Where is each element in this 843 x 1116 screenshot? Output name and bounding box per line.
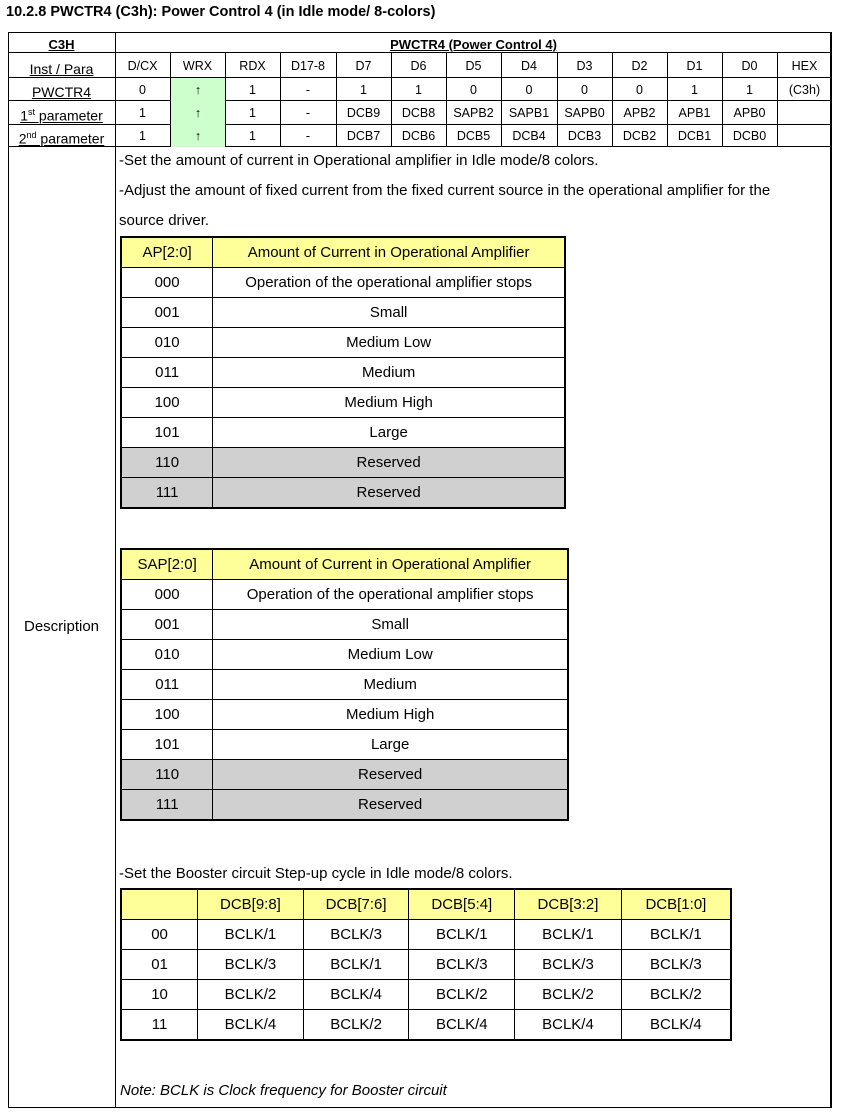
description-line-3: source driver. xyxy=(119,212,210,229)
setting-value: Medium Low xyxy=(213,640,568,670)
wrx-arrow-cell: ↑ xyxy=(171,78,225,101)
bclk-value: BCLK/1 xyxy=(515,920,622,950)
wrx-arrow-cell: ↑ xyxy=(171,101,225,125)
setting-value: Medium Low xyxy=(213,328,565,358)
setting-code: 111 xyxy=(121,790,213,821)
bit-cell: (C3h) xyxy=(788,82,821,97)
setting-code: 101 xyxy=(121,730,213,760)
setting-code: 111 xyxy=(121,478,213,509)
bit-cell: 1 xyxy=(249,82,256,97)
bclk-value: BCLK/1 xyxy=(198,920,304,950)
setting-value: Medium High xyxy=(213,700,568,730)
bit-cell: DCB5 xyxy=(456,129,491,143)
bclk-value: BCLK/4 xyxy=(198,1010,304,1041)
table-header-cell: AP[2:0] xyxy=(121,237,213,268)
setting-value: Medium High xyxy=(213,388,565,418)
table-row xyxy=(121,478,565,509)
description-line-1: -Set the amount of current in Operational amplifier in Idle mode/8 colors. xyxy=(119,152,599,169)
setting-value: Medium xyxy=(213,670,568,700)
column-header: HEX xyxy=(791,58,818,73)
sap-current-table xyxy=(120,548,569,821)
bclk-value: BCLK/1 xyxy=(621,920,731,950)
setting-value: Reserved xyxy=(213,448,565,478)
setting-code: 011 xyxy=(121,670,213,700)
table-row xyxy=(121,920,731,950)
row-label-inst-para: Inst / Para xyxy=(29,61,94,77)
bit-cell: DCB6 xyxy=(401,129,436,143)
bclk-value: BCLK/2 xyxy=(515,980,622,1010)
setting-value: Small xyxy=(213,298,565,328)
column-header: D2 xyxy=(631,58,648,73)
bit-cell: 0 xyxy=(636,82,643,97)
command-name: PWCTR4 (Power Control 4) xyxy=(390,37,557,52)
column-header: D17-8 xyxy=(290,58,326,73)
table-header-row xyxy=(121,237,565,268)
setting-code: 010 xyxy=(121,328,213,358)
setting-value: Small xyxy=(213,610,568,640)
bit-cell: DCB9 xyxy=(346,106,381,120)
table-header-row xyxy=(121,889,731,920)
bit-cell xyxy=(777,101,832,125)
table-row xyxy=(121,388,565,418)
bit-cell: APB1 xyxy=(678,106,711,120)
setting-code: 000 xyxy=(121,580,213,610)
bit-cell: 1 xyxy=(139,129,146,143)
bit-cell: APB2 xyxy=(623,106,656,120)
table-row xyxy=(121,418,565,448)
setting-code: 010 xyxy=(121,640,213,670)
column-header: D3 xyxy=(576,58,593,73)
row-label-2nd-parameter: 2nd parameter xyxy=(18,130,105,147)
dcb-code: 10 xyxy=(121,980,198,1010)
table-row xyxy=(121,790,568,821)
bit-cell: DCB1 xyxy=(677,129,712,143)
column-header: D0 xyxy=(741,58,758,73)
bclk-value: BCLK/3 xyxy=(409,950,515,980)
bit-cell: APB0 xyxy=(733,106,766,120)
bit-cell: - xyxy=(305,129,311,143)
bit-cell: 1 xyxy=(415,82,422,97)
setting-code: 100 xyxy=(121,388,213,418)
bit-cell: DCB2 xyxy=(622,129,657,143)
table-row xyxy=(121,980,731,1010)
bit-cell: 1 xyxy=(746,82,753,97)
table-header-cell: DCB[1:0] xyxy=(621,889,731,920)
bit-cell: 0 xyxy=(470,82,477,97)
bclk-value: BCLK/3 xyxy=(621,950,731,980)
bit-cell: 1 xyxy=(360,82,367,97)
dcb-code: 01 xyxy=(121,950,198,980)
ap-current-table xyxy=(120,236,566,509)
column-header: D7 xyxy=(355,58,372,73)
table-row xyxy=(121,580,568,610)
column-header: D4 xyxy=(521,58,537,73)
section-title: 10.2.8 PWCTR4 (C3h): Power Control 4 (in Idle mode/ 8-colors) xyxy=(6,4,436,20)
bit-cell: 1 xyxy=(139,106,146,120)
bclk-value: BCLK/4 xyxy=(303,980,409,1010)
table-row xyxy=(121,328,565,358)
setting-value: Operation of the operational amplifier stops xyxy=(213,580,568,610)
bit-cell: SAPB1 xyxy=(508,106,550,120)
setting-code: 000 xyxy=(121,268,213,298)
setting-value: Reserved xyxy=(213,478,565,509)
bclk-value: BCLK/2 xyxy=(303,1010,409,1041)
booster-cycle-table xyxy=(120,888,732,1041)
bit-cell: - xyxy=(305,82,311,97)
bit-cell: SAPB2 xyxy=(453,106,494,120)
column-header: D1 xyxy=(686,58,703,73)
table-header-cell: DCB[9:8] xyxy=(198,889,304,920)
table-row xyxy=(121,1010,731,1041)
booster-note: Note: BCLK is Clock frequency for Booster circuit xyxy=(120,1082,447,1099)
setting-code: 100 xyxy=(121,700,213,730)
column-header: D6 xyxy=(410,58,427,73)
table-header-cell xyxy=(121,889,198,920)
table-row xyxy=(121,670,568,700)
setting-value: Medium xyxy=(213,358,565,388)
table-header-row xyxy=(121,549,568,580)
row-label-1st-parameter: 1st parameter xyxy=(20,107,103,124)
bit-cell: - xyxy=(305,106,311,120)
setting-code: 110 xyxy=(121,448,213,478)
bit-cell: 1 xyxy=(249,129,256,143)
row-label-pwctr4: PWCTR4 xyxy=(31,84,92,100)
table-header-cell: DCB[7:6] xyxy=(303,889,409,920)
bclk-value: BCLK/2 xyxy=(409,980,515,1010)
table-row xyxy=(121,298,565,328)
divider xyxy=(115,32,116,1108)
table-row xyxy=(121,268,565,298)
bit-cell: DCB7 xyxy=(346,129,381,143)
bit-cell: 1 xyxy=(249,106,256,120)
bit-cell: DCB3 xyxy=(567,129,602,143)
table-header-cell: DCB[3:2] xyxy=(515,889,622,920)
table-row xyxy=(121,700,568,730)
setting-value: Large xyxy=(213,418,565,448)
table-row xyxy=(121,610,568,640)
bit-cell: 0 xyxy=(139,82,146,97)
bclk-value: BCLK/2 xyxy=(198,980,304,1010)
wrx-arrow-cell: ↑ xyxy=(171,125,225,147)
bclk-value: BCLK/1 xyxy=(303,950,409,980)
bclk-value: BCLK/4 xyxy=(621,1010,731,1041)
bclk-value: BCLK/3 xyxy=(198,950,304,980)
setting-code: 011 xyxy=(121,358,213,388)
command-code: C3H xyxy=(48,37,75,52)
table-row xyxy=(121,640,568,670)
table-row xyxy=(121,358,565,388)
column-header: D5 xyxy=(465,58,482,73)
setting-value: Operation of the operational amplifier stops xyxy=(213,268,565,298)
bclk-value: BCLK/3 xyxy=(515,950,622,980)
setting-code: 101 xyxy=(121,418,213,448)
setting-code: 001 xyxy=(121,610,213,640)
table-row xyxy=(121,730,568,760)
description-line-4: -Set the Booster circuit Step-up cycle in Idle mode/8 colors. xyxy=(119,865,513,882)
column-header: RDX xyxy=(239,58,266,73)
table-row xyxy=(121,950,731,980)
table-header-cell: SAP[2:0] xyxy=(121,549,213,580)
setting-value: Large xyxy=(213,730,568,760)
description-label: Description xyxy=(23,617,100,635)
bit-cell xyxy=(777,125,832,147)
dcb-code: 11 xyxy=(121,1010,198,1041)
table-row xyxy=(121,448,565,478)
bclk-value: BCLK/2 xyxy=(621,980,731,1010)
table-header-cell: DCB[5:4] xyxy=(409,889,515,920)
bit-cell: 0 xyxy=(525,82,533,97)
table-header-cell: Amount of Current in Operational Amplifier xyxy=(213,549,568,580)
dcb-code: 00 xyxy=(121,920,198,950)
divider xyxy=(8,32,9,1108)
bit-cell: DCB4 xyxy=(512,129,546,143)
setting-value: Reserved xyxy=(213,760,568,790)
setting-value: Reserved xyxy=(213,790,568,821)
table-header-cell: Amount of Current in Operational Amplifier xyxy=(213,237,565,268)
bit-cell: 1 xyxy=(691,82,698,97)
bit-cell: 0 xyxy=(581,82,588,97)
bclk-value: BCLK/4 xyxy=(409,1010,515,1041)
column-header: D/CX xyxy=(127,58,158,73)
bclk-value: BCLK/3 xyxy=(303,920,409,950)
bclk-value: BCLK/1 xyxy=(409,920,515,950)
setting-code: 001 xyxy=(121,298,213,328)
description-line-2: -Adjust the amount of fixed current from the fixed current source in the operational amplifier for the xyxy=(119,182,771,199)
bit-cell: DCB0 xyxy=(732,129,767,143)
bit-cell: DCB8 xyxy=(401,106,436,120)
bclk-value: BCLK/4 xyxy=(515,1010,622,1041)
setting-code: 110 xyxy=(121,760,213,790)
table-row xyxy=(121,760,568,790)
bit-cell: SAPB0 xyxy=(564,106,605,120)
column-header: WRX xyxy=(182,58,213,73)
